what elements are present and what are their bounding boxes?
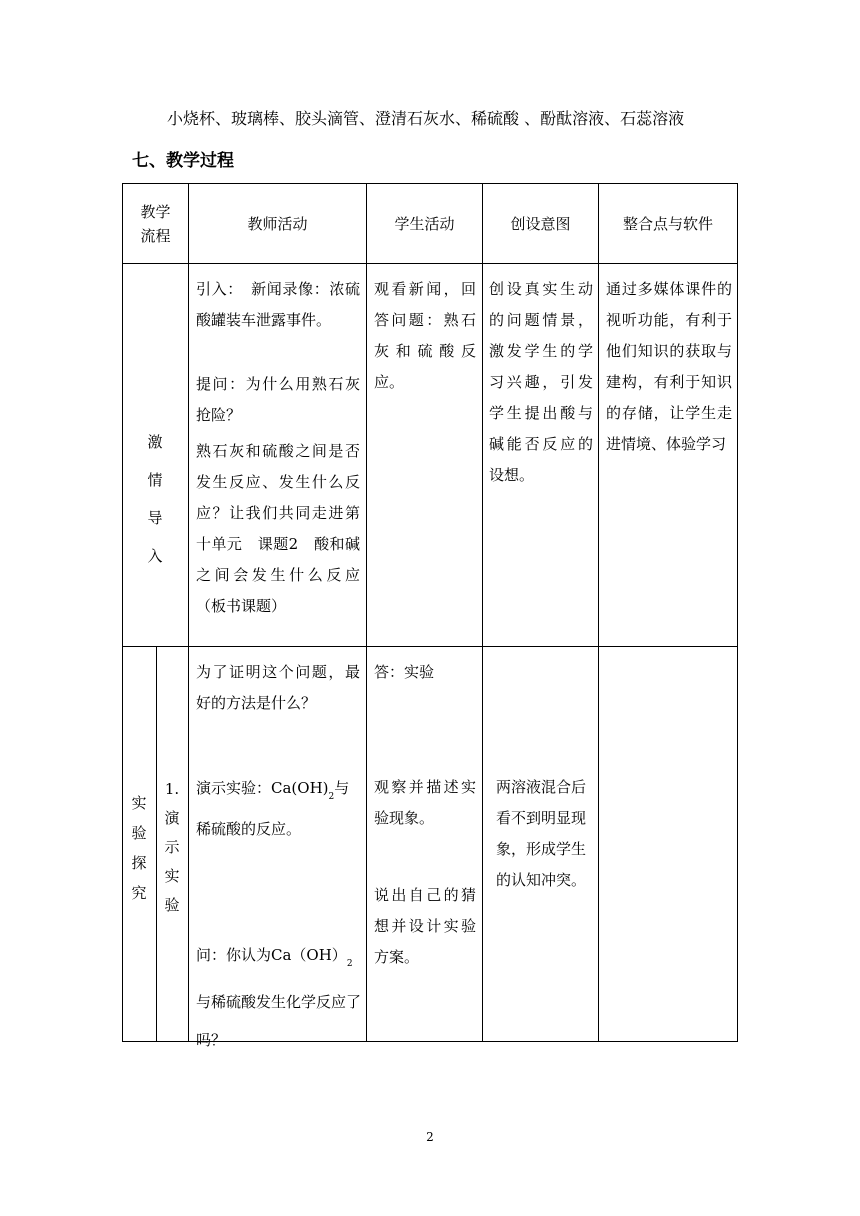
table-rule-row1 (122, 646, 738, 647)
row2-student-answer: 答：实验 (374, 663, 435, 681)
ask-text-b: 与稀硫酸发生化学反应了吗？ (196, 993, 362, 1049)
row1-stage-char: 导 (147, 509, 163, 527)
table-rule-col2 (366, 183, 367, 1042)
section-title: 七、教学过程 (132, 151, 234, 171)
table-rule-col3 (482, 183, 483, 1042)
table-border-left (122, 183, 123, 1042)
demo-subscript: 2 (328, 792, 335, 802)
row2-substage-char: 示 (164, 838, 180, 856)
row1-intent: 创设真实生动的问题情景，激发学生的学习兴趣，引发学生提出酸与碱能否反应的设想。 (489, 280, 593, 484)
header-flow-line1: 教学 (140, 202, 171, 221)
row2-teacher-question: 为了证明这个问题，最好的方法是什么？ (196, 663, 360, 712)
ask-subscript: 2 (346, 959, 353, 969)
header-teacher: 教师活动 (247, 214, 308, 233)
ask-text-a: 问：你认为Ca（OH） (196, 946, 347, 964)
header-intent: 创设意图 (510, 214, 571, 233)
row1-teacher-topic: 熟石灰和硫酸之间是否发生反应、发生什么反应？让我们共同走进第十单元 课题2 酸和碱之间会发生什么反应（板书课题） (196, 442, 360, 615)
row2-student-observe: 观察并描述实验现象。 (374, 778, 476, 827)
demo-text-a: 演示实验：Ca(OH) (196, 779, 329, 797)
row1-teacher-intro: 引入： 新闻录像：浓硫酸罐装车泄露事件。 (196, 280, 360, 329)
header-flow-line2: 流程 (140, 226, 171, 245)
row2-stage-char: 验 (131, 824, 147, 842)
row2-student-hypothesis: 说出自己的猜想并设计实验方案。 (374, 886, 476, 966)
row2-intent: 两溶液混合后看不到明显现象，形成学生的认知冲突。 (495, 778, 586, 889)
row1-stage-char: 激 (147, 433, 163, 451)
row2-substage-char: 实 (164, 867, 180, 885)
row1-student: 观看新闻，回答问题：熟石灰和硫酸反应。 (374, 280, 476, 391)
row2-teacher-demo (196, 772, 364, 845)
row1-stage-char: 入 (147, 547, 163, 565)
row2-stage-char: 探 (131, 854, 147, 872)
row2-substage-char: 1. (164, 780, 180, 798)
row2-substage-char: 验 (164, 896, 180, 914)
materials-list: 小烧杯、玻璃棒、胶头滴管、澄清石灰水、稀硫酸 、酚酞溶液、石蕊溶液 (167, 109, 685, 128)
table-rule-header (122, 263, 738, 264)
row1-integration: 通过多媒体课件的视听功能，有利于他们知识的获取与建构，有利于知识的存储，让学生走进情境、体验学习 (606, 280, 732, 453)
row2-stage-char: 究 (131, 884, 147, 902)
row2-stage-char: 实 (131, 794, 147, 812)
header-integration: 整合点与软件 (622, 214, 713, 233)
row1-teacher-question: 提问：为什么用熟石灰抢险？ (196, 375, 360, 424)
row1-stage-char: 情 (147, 471, 163, 489)
row2-substage-char: 演 (164, 809, 180, 827)
header-student: 学生活动 (394, 214, 455, 233)
page-number: 2 (426, 1130, 434, 1144)
row2-teacher-ask (196, 936, 364, 1059)
demo-text-b: 与稀硫酸的反应。 (196, 779, 350, 838)
table-border-right (737, 183, 738, 1042)
header-flow (123, 184, 188, 263)
table-rule-col4 (598, 183, 599, 1042)
